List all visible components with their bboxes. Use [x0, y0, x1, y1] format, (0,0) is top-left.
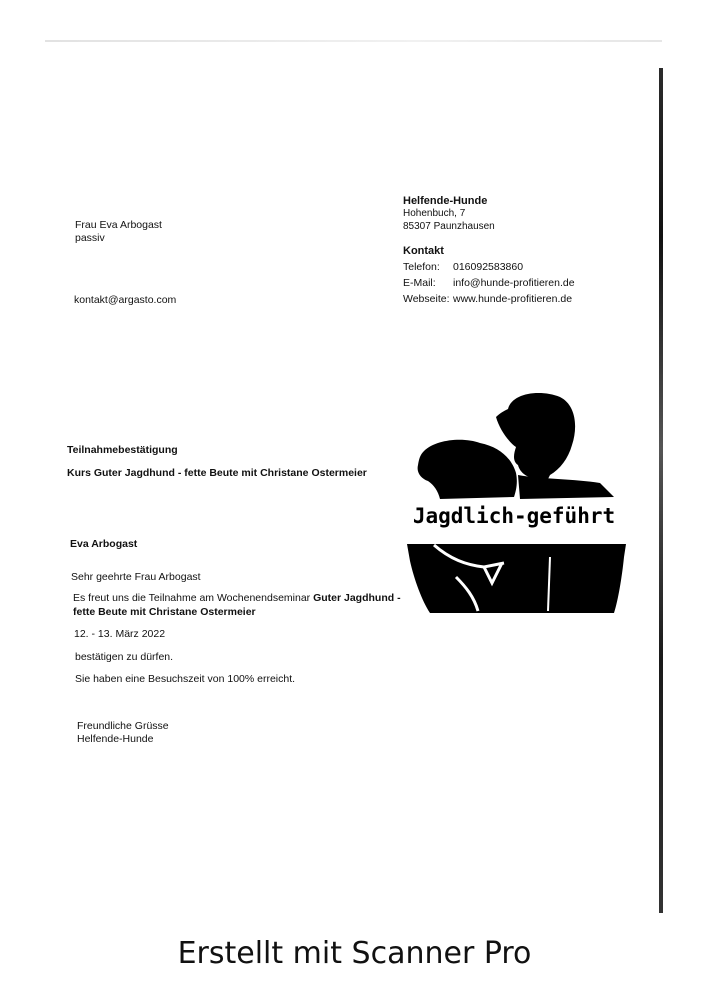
logo-text: Jagdlich-geführt — [412, 504, 616, 528]
seminar-name-line1: Guter Jagdhund - — [313, 592, 401, 604]
body-paragraph — [73, 591, 401, 619]
sender-street: Hohenbuch, 7 — [403, 208, 466, 219]
salutation: Sehr geehrte Frau Arbogast — [71, 571, 201, 583]
participant-name: Eva Arbogast — [70, 538, 138, 550]
recipient-status: passiv — [75, 232, 105, 244]
scan-edge-right — [659, 68, 663, 913]
contact-phone-value: 016092583860 — [453, 261, 524, 273]
contact-row-email — [403, 275, 575, 291]
attendance-text: Sie haben eine Besuchszeit von 100% erreicht. — [75, 673, 296, 685]
seminar-date: 12. - 13. März 2022 — [74, 628, 166, 640]
closing: Freundliche Grüsse — [77, 720, 169, 732]
document-title: Teilnahmebestätigung — [67, 444, 178, 456]
contact-title: Kontakt — [403, 245, 444, 257]
contact-row-phone — [403, 259, 575, 275]
scan-edge-top — [45, 40, 662, 42]
sender-name: Helfende-Hunde — [403, 195, 488, 207]
recipient-name: Frau Eva Arbogast — [75, 219, 162, 231]
recipient-email: kontakt@argasto.com — [74, 294, 177, 306]
body-intro: Es freut uns die Teilnahme am Wochenendseminar — [73, 592, 314, 604]
sender-city: 85307 Paunzhausen — [403, 221, 495, 232]
contact-label: E-Mail: — [403, 277, 436, 289]
closing-sender: Helfende-Hunde — [77, 733, 154, 745]
contact-label: Webseite: — [403, 293, 450, 305]
contact-row-website — [403, 291, 575, 307]
contact-label: Telefon: — [403, 261, 440, 273]
scanner-caption: Erstellt mit Scanner Pro — [177, 936, 532, 971]
contact-table — [403, 259, 575, 307]
confirmation-text: bestätigen zu dürfen. — [75, 651, 174, 663]
course-name: Kurs Guter Jagdhund - fette Beute mit Christane Ostermeier — [67, 467, 367, 479]
seminar-name-line2: fette Beute mit Christane Ostermeier — [73, 606, 256, 618]
contact-email-value: info@hunde-profitieren.de — [453, 277, 575, 289]
contact-website-value: www.hunde-profitieren.de — [453, 293, 573, 305]
